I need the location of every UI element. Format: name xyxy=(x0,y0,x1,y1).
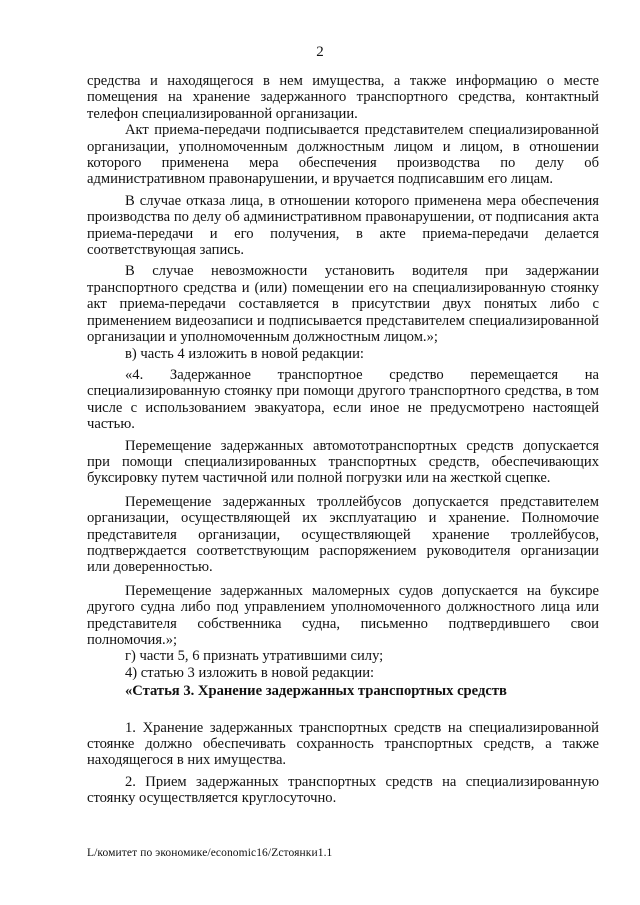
paragraph-part-4-text: «4. Задержанное транспортное средство перемещается на специализированную стоянку при помощи другого транспортного средства, в том числе с использованием эвакуатора, если иное не предусмотрено настоящей частью. xyxy=(87,366,599,433)
paragraph-small-vessels: Перемещение задержанных маломерных судов допускается на буксире другого судна либо под управлением уполномоченного должностного лица или представителя собственника судна, письменно подтвердившего свои полномочия.»; xyxy=(87,582,599,648)
paragraph-refusal: В случае отказа лица, в отношении которого применена мера обеспечения производства по делу об административном правонарушении, от подписания акта приема-передачи и его получения, в акте приема-передачи делается соответствующая запись. xyxy=(87,192,599,259)
paragraph-motor-vehicles: Перемещение задержанных автомототранспортных средств допускается при помощи специализированных транспортных средств, обеспечивающих буксировку путем частичной или полной погрузки или на жесткой сцепке. xyxy=(87,437,599,487)
paragraph-part-4-intro: в) часть 4 изложить в новой редакции: xyxy=(125,345,364,362)
paragraph-continuation: средства и находящегося в нем имущества, а также информацию о месте помещения на хранение задержанного транспортного средства, контактный телефон специализированной организации. xyxy=(87,73,599,122)
article-3-heading: «Статья 3. Хранение задержанных транспортных средств xyxy=(125,683,507,700)
paragraph-article-3-item-1: 1. Хранение задержанных транспортных средств на специализированной стоянке должно обеспечивать сохранность транспортных средств, а также находящегося в них имущества. xyxy=(87,719,599,769)
page-number: 2 xyxy=(316,44,324,60)
document-body xyxy=(87,73,599,807)
paragraph-article-3-item-2: 2. Прием задержанных транспортных средств на специализированную стоянку осуществляется круглосуточно. xyxy=(87,773,599,807)
file-path-footer: L/комитет по экономике/economic16/Zстоянки1.1 xyxy=(87,847,333,859)
paragraph-trolleybuses: Перемещение задержанных троллейбусов допускается представителем организации, осуществляющей их эксплуатацию и хранение. Полномочие представителя организации, осуществляющей хранение троллейбусов, подтверждается соответствующим распоряжением руководителя организации или доверенностью. xyxy=(87,493,599,576)
paragraph-article-3-intro: 4) статью 3 изложить в новой редакции: xyxy=(125,664,375,681)
paragraph-parts-5-6: г) части 5, 6 признать утратившими силу; xyxy=(125,648,384,665)
paragraph-act-signing: Акт приема-передачи подписывается представителем специализированной организации, уполномоченным должностным лицом и лицом, в отношении которого применена мера обеспечения производства по делу об административном правонарушении, и вручается подписавшим его лицам. xyxy=(87,122,599,188)
paragraph-driver-absent: В случае невозможности установить водителя при задержании транспортного средства и (или) помещении его на специализированную стоянку акт приема-передачи составляется в присутствии двух понятых либо с применением видеозаписи и подписывается представителем специализированной организации и уполномоченным должностным лицом.»; xyxy=(87,263,599,346)
